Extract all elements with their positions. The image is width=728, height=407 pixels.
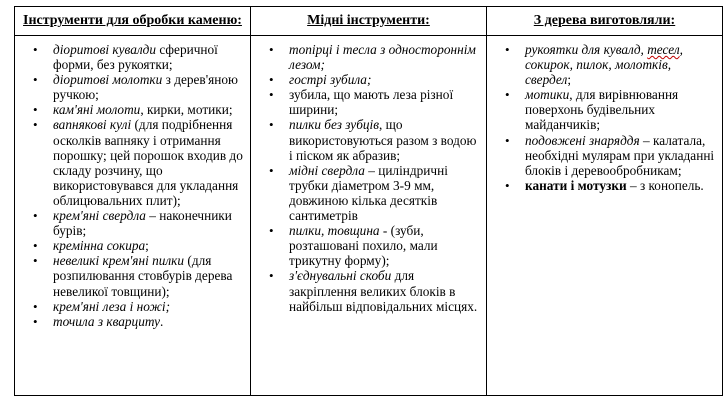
list-item-text: , що використовуються разом з водою і піском як абразив; [289,117,477,163]
list-item-text: – наконечники бурів; [53,208,232,239]
stone-tools-list [15,42,246,329]
list-item [33,42,246,72]
list-item-text: гострі зубила; [289,72,372,88]
list-item-text: – циліндричні трубки діаметром 3-9 мм, довжиною кілька десятків сантиметрів [289,162,448,224]
list-item [269,42,482,72]
list-item-text: , для вирівнювання поверхонь будівельних майданчиків; [525,87,679,133]
list-item [269,117,482,162]
list-item-text: рукоятки для кувалд, [525,42,648,57]
list-item [33,102,246,117]
wood-items-cell [487,36,723,396]
list-item-text: пилки, товщина [289,223,380,239]
list-item-text: вапнякові кулі [53,117,132,133]
list-item-text: діоритові молотки [53,72,163,88]
list-item-text: крем'яні свердла [53,208,146,224]
stone-tools-cell [15,36,251,396]
list-item-text: – калатала, необхідні мулярам при укладанні блоків і деревообробникам; [525,132,715,178]
list-item-text: кремінна сокира [53,238,146,254]
list-item-text: для закріплення великих блоків в найбільш відповідальних місцях. [289,268,478,314]
list-item-text: мотики [525,87,570,103]
list-item [33,117,246,208]
wood-items-list [487,42,718,193]
tools-table [14,6,723,396]
list-item-text: (для подрібнення осколків вапняку і отримання порошку; цей порошок входив до складу розчину, що використовувався для укладання облицювальних плит); [53,117,243,208]
list-item [269,87,482,117]
list-item-text: . [160,313,164,329]
list-item [505,87,718,132]
header-wood-items-text: З дерева виготовляли: [533,13,676,28]
list-item [33,72,246,102]
list-item-text: – з конопель. [626,177,704,193]
list-item-text: точила з кварциту [53,313,161,329]
list-item-text: тесел [647,42,680,57]
copper-tools-list [251,42,482,314]
header-stone-tools-text: Інструменти для обробки каменю: [23,13,242,28]
list-item-text: пилки без зубців [289,117,380,133]
list-item [505,178,718,193]
copper-tools-cell [251,36,487,396]
header-row [15,7,723,36]
list-item [269,72,482,87]
list-item-text: діоритові кувалди [53,42,157,57]
list-item [269,268,482,313]
list-item-text: ; [145,238,149,254]
list-item-text: ; [567,72,572,88]
header-stone-tools [15,7,251,36]
list-item [505,42,718,87]
list-item-text: зубила, що мають леза різної ширини; [289,87,454,118]
list-item [269,163,482,223]
list-item-text: сферичної форми, без рукоятки; [53,42,218,73]
list-item [33,253,246,298]
list-item-text: кам'яні молоти [53,102,141,118]
list-item-text: топірці і тесла з одностороннім лезом; [289,42,476,73]
list-item-text: - (зуби, розташовані похило, мали трикутну форму); [289,223,438,269]
list-item [269,223,482,268]
list-item-text: , кирки, мотики; [140,102,233,118]
list-item-text: , сокирок, пилок, молотків, свердел [525,42,683,88]
list-item-text: (для розпилювання стовбурів дерева невеликої товщини); [53,253,233,299]
header-copper-tools [251,7,487,36]
list-item [505,133,718,178]
list-item [33,208,246,238]
list-item-text: мідні свердла [289,162,365,178]
header-copper-tools-text: Мідні інструменти: [307,13,430,28]
list-item-text: подовжені знаряддя [525,132,640,148]
list-item-text: канати і мотузки [525,177,627,193]
list-item [33,238,246,253]
header-wood-items [487,7,723,36]
list-item-text: з'єднувальні скоби [289,268,392,284]
list-item-text: невеликі крем'яні пилки [53,253,185,269]
list-item [33,299,246,314]
content-row [15,36,723,396]
list-item-text: з дерев'яною ручкою; [53,72,238,103]
list-item [33,314,246,329]
list-item-text: крем'яні леза і ножі; [53,298,171,314]
